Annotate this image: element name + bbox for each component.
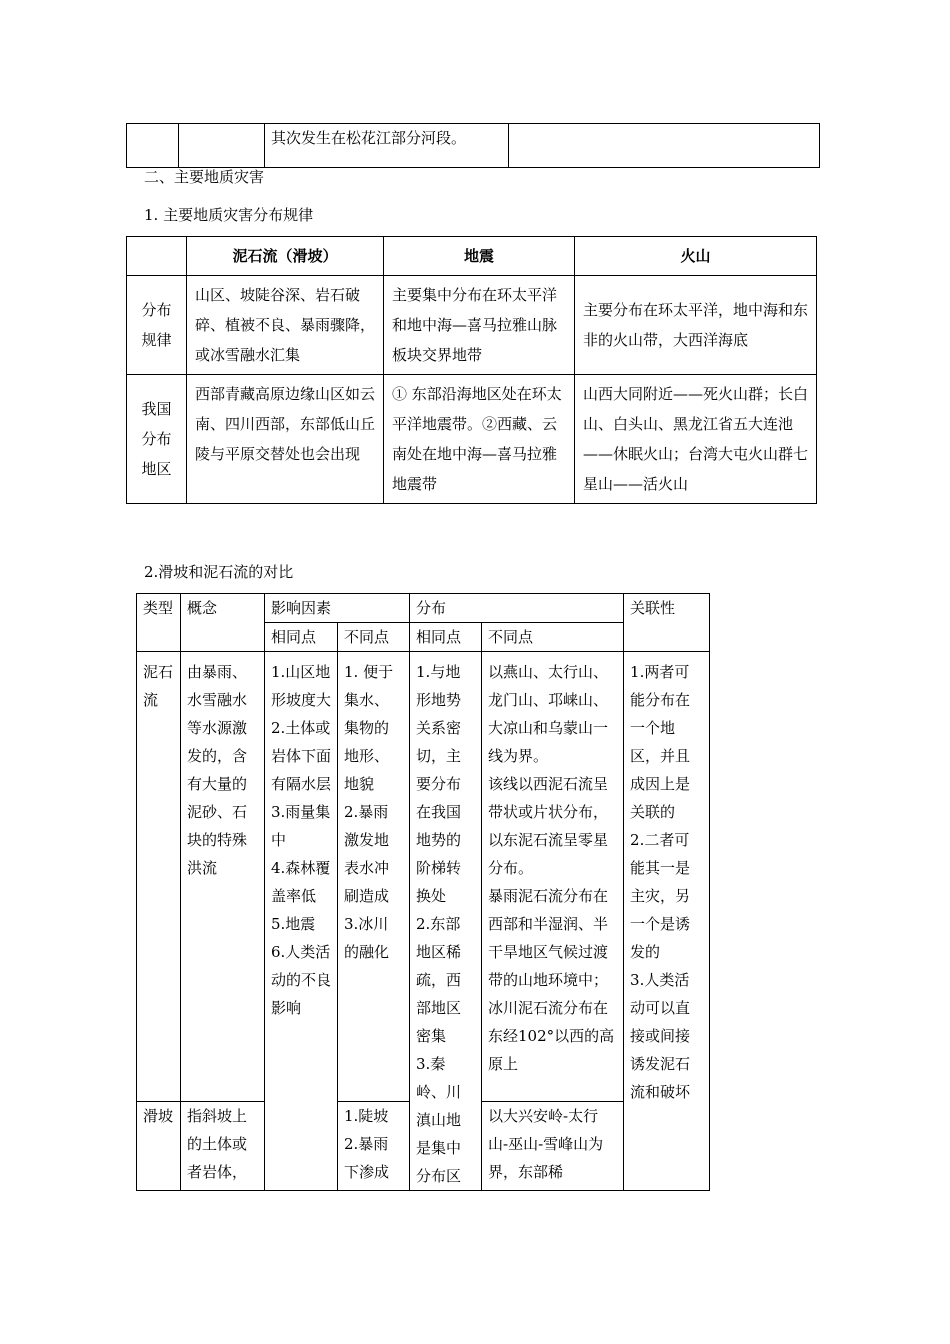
table-header-cell: 概念 [181, 594, 265, 652]
row-label: 滑坡 [137, 1101, 181, 1190]
table-cell: 1.山区地形坡度大 2.土体或岩体下面有隔水层 3.雨量集中 4.森林覆盖率低 5.地震 6.人类活动的不良影响 [265, 652, 338, 1191]
table-header-cell: 关联性 [624, 594, 710, 652]
table-header-cell: 相同点 [410, 623, 482, 652]
table-row [127, 124, 820, 168]
table-cell: 以燕山、太行山、龙门山、邛崃山、大凉山和乌蒙山一线为界。 该线以西泥石流呈带状或片状分布，以东泥石流呈零星分布。 暴雨泥石流分布在西部和半湿润、半干旱地区气候过渡带的山地环境中；冰川泥石流分布在东经102°以西的高原上 [482, 652, 624, 1102]
table-cell: 由暴雨、水雪融水等水源激发的，含有大量的泥砂、石块的特殊洪流 [181, 652, 265, 1102]
table-cell: 1.陡坡 2.暴雨下渗成 [338, 1101, 410, 1190]
table-cell: 1. 便于集水、集物的地形、地貌 2.暴雨激发地表水冲刷造成 3.冰川的融化 [338, 652, 410, 1102]
table-header-cell: 相同点 [265, 623, 338, 652]
table-header-cell: 影响因素 [265, 594, 410, 623]
table-cell: 山区、坡陡谷深、岩石破碎、植被不良、暴雨骤降，或冰雪融水汇集 [187, 276, 384, 375]
table-cell: 以大兴安岭-太行山-巫山-雪峰山为界，东部稀 [482, 1101, 624, 1190]
row-label: 分布规律 [127, 276, 187, 375]
table-header-row [137, 594, 710, 623]
table-cell: 主要集中分布在环太平洋和地中海—喜马拉雅山脉板块交界地带 [384, 276, 575, 375]
continuation-table [126, 123, 820, 168]
row-label: 泥石流 [137, 652, 181, 1102]
table-header-cell: 不同点 [482, 623, 624, 652]
table-header-cell: 类型 [137, 594, 181, 652]
table-cell: 山西大同附近——死火山群；长白山、白头山、黑龙江省五大连池——休眠火山；台湾大屯火山群七星山——活火山 [575, 375, 817, 504]
comparison-table [136, 593, 710, 1191]
table-header-row [127, 237, 817, 276]
table-cell: ① 东部沿海地区处在环太平洋地震带。②西藏、云南处在地中海—喜马拉雅地震带 [384, 375, 575, 504]
table-row [137, 652, 710, 1102]
row-label: 我国分布地区 [127, 375, 187, 504]
subsection-title-2: 2.滑坡和泥石流的对比 [144, 563, 294, 581]
table-header-cell: 地震 [384, 237, 575, 276]
distribution-table [126, 236, 817, 504]
table-row [127, 276, 817, 375]
table-cell: 西部青藏高原边缘山区如云南、四川西部，东部低山丘陵与平原交替处也会出现 [187, 375, 384, 504]
table-cell: 1.两者可能分布在一个地区，并且成因上是关联的 2.二者可能其一是主灾，另一个是诱发的 3.人类活动可以直接或间接诱发泥石流和破坏 [624, 652, 710, 1191]
table-cell: 主要分布在环太平洋，地中海和东非的火山带，大西洋海底 [575, 276, 817, 375]
table-cell: 指斜坡上的土体或者岩体， [181, 1101, 265, 1190]
table-cell [509, 124, 820, 168]
table-header-cell: 分布 [410, 594, 624, 623]
table-header-cell: 泥石流（滑坡） [187, 237, 384, 276]
table-header-cell: 火山 [575, 237, 817, 276]
table-cell [179, 124, 265, 168]
subsection-title-1: 1. 主要地质灾害分布规律 [144, 206, 314, 224]
table-header-cell: 不同点 [338, 623, 410, 652]
table-cell: 其次发生在松花江部分河段。 [265, 124, 509, 168]
section-title: 二、主要地质灾害 [144, 168, 265, 186]
table-cell [127, 124, 179, 168]
table-header-cell [127, 237, 187, 276]
table-cell: 1.与地形地势关系密切，主要分布在我国地势的阶梯转换处 2.东部地区稀疏，西部地区密集 3.秦岭、川滇山地是集中分布区 [410, 652, 482, 1191]
table-row [127, 375, 817, 504]
